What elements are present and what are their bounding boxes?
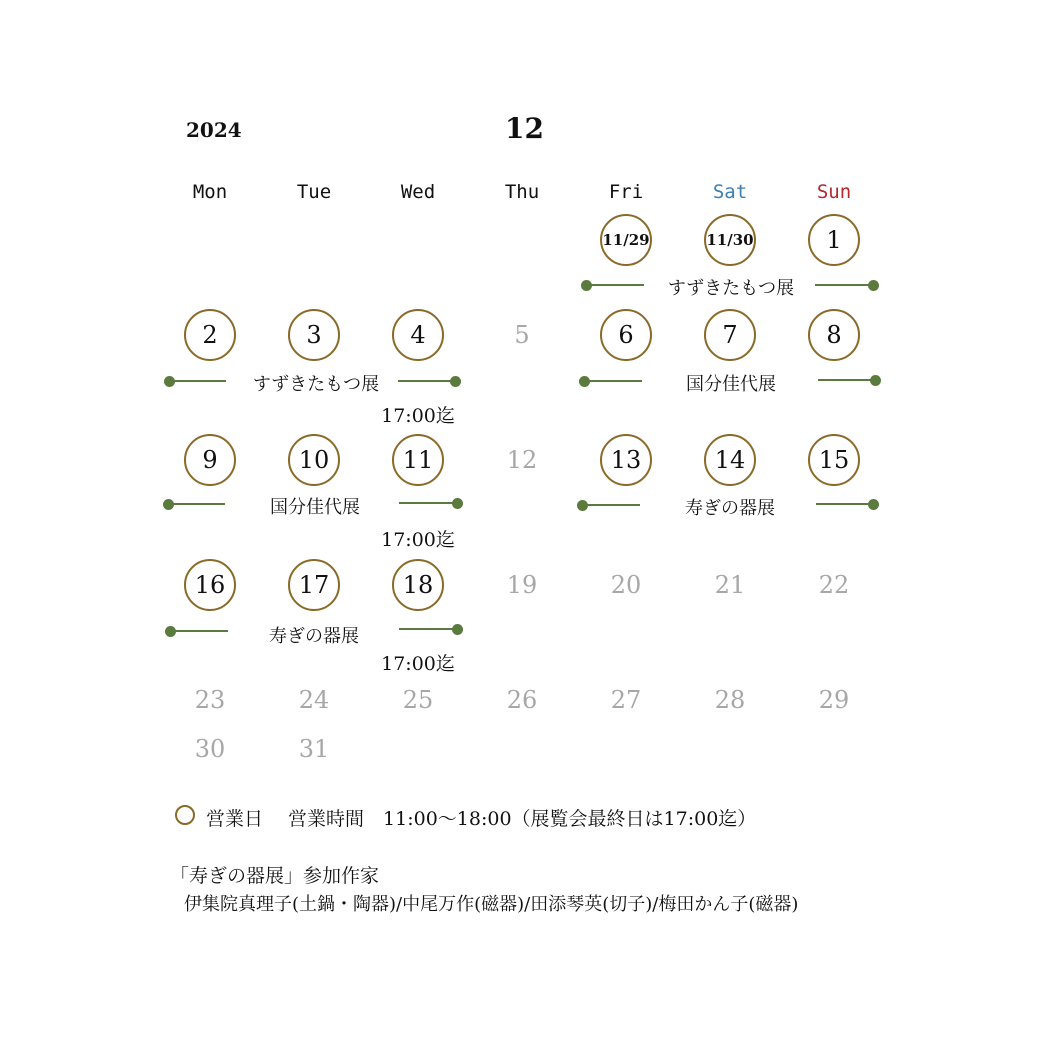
calendar-day: 25 [402,686,434,714]
event-line [168,503,225,505]
calendar-day: 15 [808,434,860,486]
event-label: 国分佳代展 [270,497,360,518]
calendar-day: 8 [808,309,860,361]
event-line [584,380,642,382]
event-line [582,504,640,506]
event-end-dot [452,624,463,635]
event-end-dot [868,499,879,510]
event-line [398,380,455,382]
event-end-dot [870,375,881,386]
event-label: すずきたもつ展 [252,374,380,395]
calendar-day: 18 [392,559,444,611]
event-line [399,628,457,630]
calendar-day: 11 [392,434,444,486]
closing-time-note: 17:00迄 [381,405,455,427]
calendar-day: 1 [808,214,860,266]
calendar-day: 27 [610,686,642,714]
weekday-fri: Fri [608,181,644,203]
open-day-legend-icon [175,805,195,825]
event-line [815,284,873,286]
calendar-day: 24 [298,686,330,714]
calendar-month: 12 [505,112,544,145]
calendar-day: 26 [506,686,538,714]
calendar-day: 14 [704,434,756,486]
event-label: 寿ぎの器展 [685,498,775,519]
calendar-day: 11/30 [704,214,756,266]
calendar-day: 12 [506,446,538,474]
calendar-day: 3 [288,309,340,361]
event-line [399,502,457,504]
artists-heading: 「寿ぎの器展」参加作家 [170,865,380,887]
event-label: 寿ぎの器展 [269,626,359,647]
calendar-day: 23 [194,686,226,714]
calendar-day: 20 [610,571,642,599]
weekday-tue: Tue [296,181,332,203]
calendar-day: 16 [184,559,236,611]
event-end-dot [450,376,461,387]
calendar-day: 21 [714,571,746,599]
closing-time-note: 17:00迄 [381,653,455,675]
calendar-year: 2024 [186,118,242,142]
calendar-day: 28 [714,686,746,714]
event-line [170,630,228,632]
weekday-mon: Mon [192,181,228,203]
calendar-day: 13 [600,434,652,486]
artists-list: 伊集院真理子(土鍋・陶器)/中尾万作(磁器)/田添琴英(切子)/梅田かん子(磁器) [184,894,799,915]
calendar-day: 29 [818,686,850,714]
calendar-day: 30 [194,735,226,763]
event-end-dot [868,280,879,291]
calendar-day: 7 [704,309,756,361]
legend-text: 営業日 営業時間 11:00～18:00（展覧会最終日は17:00迄） [206,808,757,830]
calendar-day: 2 [184,309,236,361]
weekday-wed: Wed [400,181,436,203]
weekday-sun: Sun [816,181,852,203]
calendar-day: 6 [600,309,652,361]
calendar-day: 5 [514,321,530,349]
event-label: 国分佳代展 [686,374,776,395]
calendar-day: 10 [288,434,340,486]
calendar-day: 9 [184,434,236,486]
event-line [816,503,873,505]
weekday-sat: Sat [712,181,748,203]
event-end-dot [452,498,463,509]
calendar-day: 22 [818,571,850,599]
calendar-day: 4 [392,309,444,361]
event-line [818,379,875,381]
event-line [169,380,226,382]
calendar-day: 11/29 [600,214,652,266]
calendar-day: 31 [298,735,330,763]
closing-time-note: 17:00迄 [381,529,455,551]
event-line [586,284,644,286]
calendar-day: 19 [506,571,538,599]
event-label: すずきたもつ展 [667,278,795,299]
weekday-thu: Thu [504,181,540,203]
calendar-day: 17 [288,559,340,611]
